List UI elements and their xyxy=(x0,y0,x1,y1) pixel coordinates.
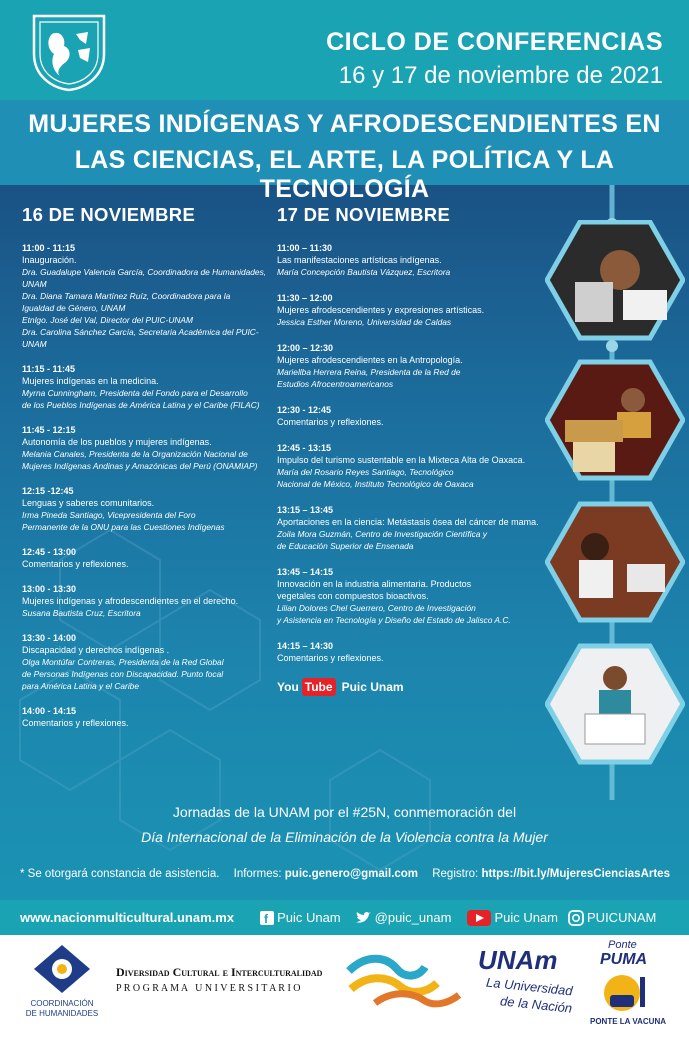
speaker-photos xyxy=(545,220,685,780)
title-banner xyxy=(0,100,689,203)
twitter-icon xyxy=(355,911,372,925)
session-time: 12:00 – 12:30 xyxy=(277,343,334,353)
day1-sessions xyxy=(22,242,282,729)
session-speaker: Dra. Guadalupe Valencia García, Coordinadora de Humanidades, UNAM Dra. Diana Tamara Martínez Ruíz, Coordinadora para la Igualdad de Género, UNAM Etnlgo. José del Val, Director del PUIC-UNAM Dra. Carolina Sánchez García, Secretaria Académica del PUIC-UNAM xyxy=(22,267,267,349)
puma-line-1: Ponte xyxy=(608,939,637,951)
informes-label: Informes: xyxy=(233,868,282,880)
session-title: Mujeres indígenas y afrodescendientes en el derecho. xyxy=(22,596,239,606)
session-item xyxy=(22,546,282,570)
constancia-note: * Se otorgará constancia de asistencia. xyxy=(20,868,220,880)
youtube-link[interactable] xyxy=(467,910,558,926)
informes xyxy=(234,868,418,880)
day2-sessions xyxy=(277,242,547,664)
session-speaker: Olga Montúfar Contreras, Presidenta de la Red Global de Personas Indígenas con Discapacidad. Punto focal para América Latina y el Caribe xyxy=(22,657,224,691)
session-item xyxy=(22,424,282,472)
session-time: 12:30 - 12:45 xyxy=(277,405,332,415)
session-time: 11:30 – 12:00 xyxy=(277,293,333,303)
session-title: Comentarios y reflexiones. xyxy=(277,653,384,663)
facebook-icon xyxy=(260,911,274,925)
instagram-label: PUICUNAM xyxy=(587,910,657,925)
session-item xyxy=(22,583,282,619)
session-title: Mujeres afrodescendientes y expresiones artísticas. xyxy=(277,305,485,315)
session-item xyxy=(277,292,547,328)
coordinacion-line-2: DE HUMANIDADES xyxy=(25,1009,99,1018)
youtube-channel[interactable] xyxy=(277,678,547,696)
svg-text:f: f xyxy=(264,911,269,925)
youtube-logo-tube: Tube xyxy=(302,678,336,696)
session-title: Comentarios y reflexiones. xyxy=(22,718,129,728)
cycle-date: 16 y 17 de noviembre de 2021 xyxy=(338,62,663,89)
day1-column xyxy=(22,204,282,742)
session-time: 11:00 – 11:30 xyxy=(277,243,333,253)
title-line-1: MUJERES INDÍGENAS Y AFRODESCENDIENTES EN xyxy=(28,110,661,138)
session-title: Comentarios y reflexiones. xyxy=(22,559,129,569)
info-line xyxy=(20,868,670,880)
facebook-label: Puic Unam xyxy=(277,910,341,925)
logos-footer xyxy=(0,935,689,1037)
session-item xyxy=(277,566,547,626)
photo-microscope xyxy=(547,222,683,338)
unam-slogan-2: de la Nación xyxy=(499,993,573,1016)
puma-line-2: PUMA xyxy=(600,951,648,968)
coordinacion-line-1: COORDINACIÓN xyxy=(30,999,94,1008)
session-item xyxy=(277,640,547,664)
session-title: Mujeres afrodescendientes en la Antropología. xyxy=(277,355,463,365)
registro xyxy=(432,868,670,880)
session-item xyxy=(277,504,547,552)
informes-email[interactable]: puic.genero@gmail.com xyxy=(284,868,419,880)
session-item xyxy=(22,363,282,411)
registro-url[interactable]: https://bit.ly/MujeresCienciasArtes xyxy=(481,868,670,880)
session-title: Inauguración. xyxy=(22,255,77,265)
social-band xyxy=(0,900,689,935)
session-item xyxy=(22,485,282,533)
session-time: 14:15 – 14:30 xyxy=(277,641,334,651)
session-title: Comentarios y reflexiones. xyxy=(277,417,384,427)
day2-heading: 17 DE NOVIEMBRE xyxy=(277,204,451,225)
session-speaker: María Concepción Bautista Vázquez, Escritora xyxy=(277,267,451,277)
jornadas-line-2: Día Internacional de la Eliminación de la Violencia contra la Mujer xyxy=(141,829,548,845)
session-item xyxy=(277,242,547,278)
day2-column xyxy=(277,204,547,696)
session-title: Innovación en la industria alimentaria. Productos vegetales con compuestos bioactivos. xyxy=(277,579,472,601)
facebook-link[interactable] xyxy=(260,910,341,925)
youtube-channel-name: Puic Unam xyxy=(341,680,404,694)
session-time: 13:00 - 13:30 xyxy=(22,584,77,594)
programa-line-1: Diversidad Cultural e Interculturalidad xyxy=(116,965,323,979)
session-time: 13:30 - 14:00 xyxy=(22,633,77,643)
session-time: 13:45 – 14:15 xyxy=(277,567,334,577)
session-title: Aportaciones en la ciencia: Metástasis ósea del cáncer de mama. xyxy=(277,517,539,527)
session-speaker: Zoila Mora Guzmán, Centro de Investigación Científica y de Educación Superior de Ensenada xyxy=(277,529,487,551)
session-title: Las manifestaciones artísticas indígenas. xyxy=(277,255,442,265)
session-time: 11:45 - 12:15 xyxy=(22,425,76,435)
session-time: 12:45 - 13:00 xyxy=(22,547,77,557)
unam-word: UNAm xyxy=(478,945,558,975)
session-time: 12:15 -12:45 xyxy=(22,486,74,496)
photo-lectern xyxy=(547,646,683,762)
unam-seal-icon xyxy=(30,10,108,92)
jornadas-line-1: Jornadas de la UNAM por el #25N, conmemoración del xyxy=(172,804,517,820)
session-item xyxy=(277,404,547,428)
session-item xyxy=(22,705,282,729)
programa-line-2: P R O G R A M A U N I V E R S I T A R I O xyxy=(116,983,301,994)
twitter-link[interactable] xyxy=(355,910,452,925)
session-title: Mujeres indígenas en la medicina. xyxy=(22,376,159,386)
instagram-link[interactable] xyxy=(568,910,656,926)
diversidad-waves-logo-icon xyxy=(345,953,465,1008)
session-speaker: Melania Canales, Presidenta de la Organización Nacional de Mujeres Indígenas Andinas y Amazónicas del Perú (ONAMIAP) xyxy=(22,449,258,471)
session-time: 13:15 – 13:45 xyxy=(277,505,334,515)
session-title: Lenguas y saberes comunitarios. xyxy=(22,498,155,508)
unam-slogan-1: La Universidad xyxy=(485,974,574,999)
youtube-label: Puic Unam xyxy=(494,910,559,925)
session-speaker: María del Rosario Reyes Santiago, Tecnológico Nacional de México, Instituto Tecnológico de Oaxaca xyxy=(277,467,474,489)
day1-heading: 16 DE NOVIEMBRE xyxy=(22,204,196,225)
session-speaker: Irma Pineda Santiago, Vicepresidenta del Foro Permanente de la ONU para las Cuestiones Indígenas xyxy=(22,510,225,532)
session-speaker: Jessica Esther Moreno, Universidad de Caldas xyxy=(277,317,452,327)
cycle-title: CICLO DE CONFERENCIAS xyxy=(326,28,663,56)
registro-label: Registro: xyxy=(432,868,479,880)
session-title: Discapacidad y derechos indígenas . xyxy=(22,645,170,655)
session-speaker: Myrna Cunningham, Presidenta del Fondo para el Desarrollo de los Pueblos Indígenas de América Latina y el Caribe (FILAC) xyxy=(22,388,260,410)
session-item xyxy=(277,342,547,390)
photo-computer xyxy=(547,504,683,620)
coordinacion-humanidades-logo-icon xyxy=(32,943,92,995)
session-time: 11:15 - 11:45 xyxy=(22,364,76,374)
session-title: Impulso del turismo sustentable en la Mixteca Alta de Oaxaca. xyxy=(277,455,526,465)
photo-speaker-podium xyxy=(547,362,683,478)
title-line-2: LAS CIENCIAS, EL ARTE, LA POLÍTICA Y LA TECNOLOGÍA xyxy=(74,146,615,203)
instagram-icon xyxy=(568,910,584,926)
session-time: 14:00 - 14:15 xyxy=(22,706,77,716)
session-item xyxy=(22,242,282,350)
youtube-logo-you: You xyxy=(277,680,299,694)
session-speaker: Susana Bautista Cruz, Escritora xyxy=(22,608,141,618)
puma-vaccine-icon xyxy=(596,971,656,1013)
session-item xyxy=(277,442,547,490)
session-time: 11:00 - 11:15 xyxy=(22,243,76,253)
session-item xyxy=(22,632,282,692)
youtube-icon xyxy=(467,910,491,926)
twitter-label: @puic_unam xyxy=(374,910,452,925)
website-link[interactable]: www.nacionmulticultural.unam.mx xyxy=(20,910,235,925)
session-title: Autonomía de los pueblos y mujeres indígenas. xyxy=(22,437,212,447)
session-speaker: Lilian Dolores Chel Guerrero, Centro de Investigación y Asistencia en Tecnología y Diseño del Estado de Jalisco A.C. xyxy=(277,603,511,625)
puma-line-3: PONTE LA VACUNA xyxy=(590,1017,666,1026)
session-time: 12:45 - 13:15 xyxy=(277,443,332,453)
session-speaker: Mariellba Herrera Reina, Presidenta de la Red de Estudios Afrocentroamericanos xyxy=(277,367,461,389)
